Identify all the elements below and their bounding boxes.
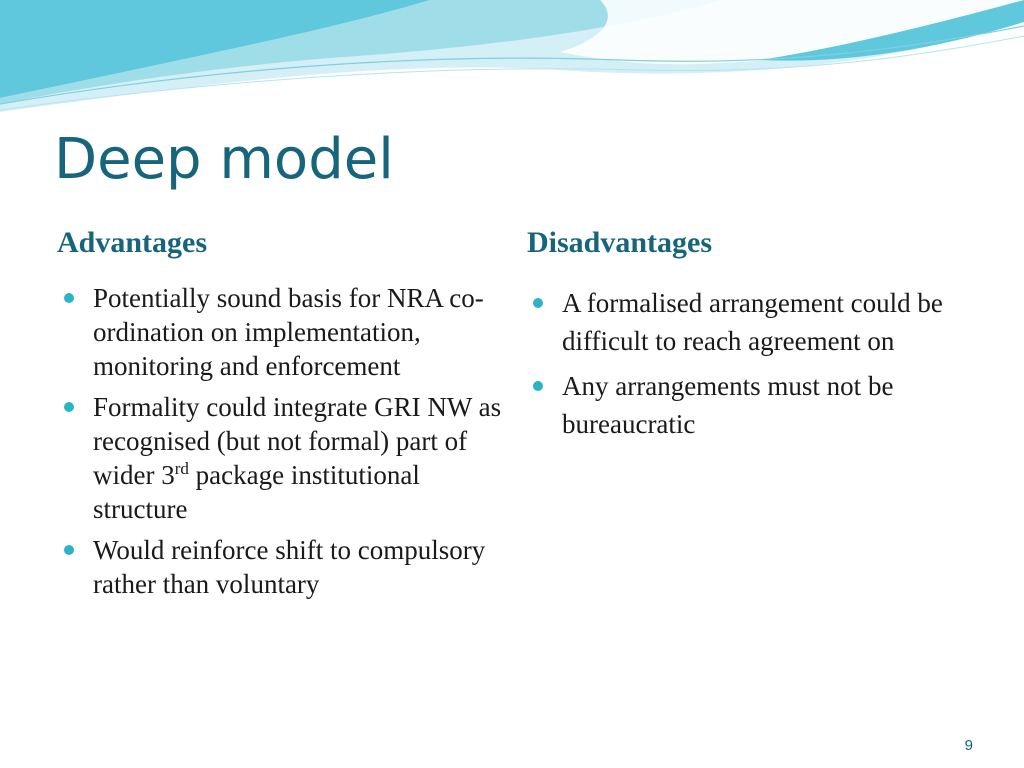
disadvantages-heading: Disadvantages (527, 226, 713, 259)
advantages-heading: Advantages (57, 226, 208, 259)
advantages-item-superscript: rd (174, 459, 189, 478)
bullet-dot-icon (64, 402, 74, 412)
disadvantages-item-text: Any arrangements must not be bureaucratic (562, 371, 894, 439)
bullet-dot-icon (533, 298, 543, 308)
advantages-item-text: Potentially sound basis for NRA co-ordination on implementation, monitoring and enforcement (93, 283, 484, 381)
advantages-list-item (62, 533, 502, 601)
advantages-list (62, 281, 502, 608)
disadvantages-item-text: A formalised arrangement could be difficult to reach agreement on (562, 288, 943, 356)
advantages-list-item (62, 390, 502, 526)
bullet-dot-icon (533, 381, 543, 391)
advantages-item-text-after: package institutional structure (93, 460, 420, 524)
advantages-list-item (62, 281, 502, 383)
advantages-item-text-before: Formality could integrate GRI NW as recognised (but not formal) part of wider 3 (93, 392, 502, 490)
advantages-item-text: Would reinforce shift to compulsory rather than voluntary (93, 535, 486, 599)
disadvantages-list-item (531, 284, 961, 360)
disadvantages-list (531, 284, 961, 450)
slide-title: Deep model (54, 127, 394, 192)
bullet-dot-icon (64, 545, 74, 555)
wave-header-decoration (0, 0, 1024, 130)
disadvantages-list-item (531, 367, 961, 443)
page-number: 9 (964, 737, 973, 754)
bullet-dot-icon (64, 293, 74, 303)
